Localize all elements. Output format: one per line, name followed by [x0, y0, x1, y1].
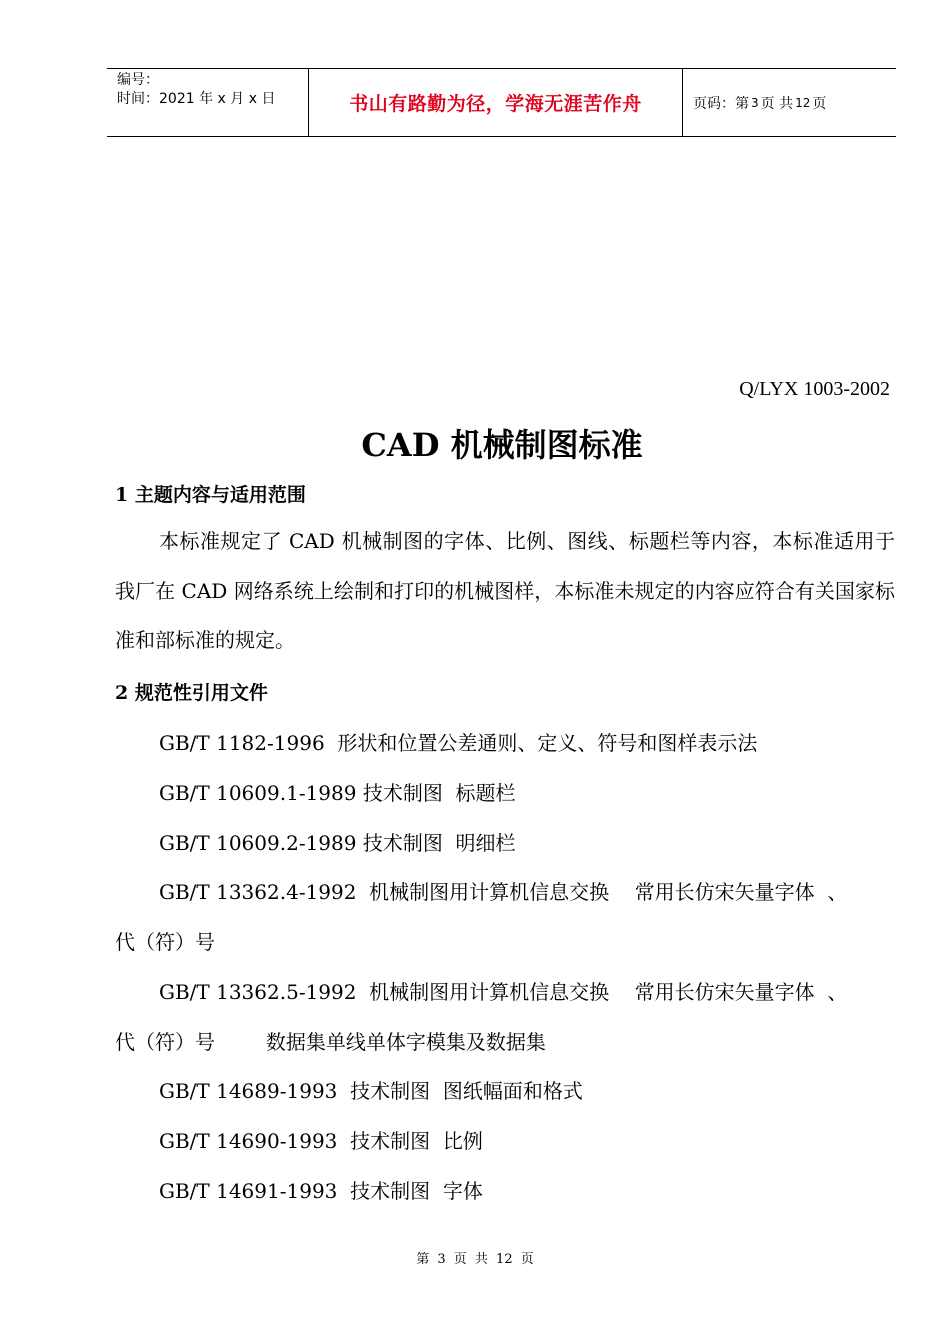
serial-label: 编号：	[117, 72, 159, 88]
page-label-prefix: 页码：第	[693, 95, 749, 112]
reference-item: GB/T 13362.4-1992 机械制图用计算机信息交换 常用长仿宋矢量字体 、	[159, 880, 848, 904]
header-motto-cell	[309, 69, 683, 136]
reference-item: GB/T 14689-1993 技术制图 图纸幅面和格式	[159, 1079, 583, 1103]
motto-text: 书山有路勤为径，学海无涯苦作舟	[349, 93, 642, 115]
document-title: CAD 机械制图标准	[361, 426, 643, 464]
document-header	[107, 68, 896, 137]
page-current: 3	[751, 95, 759, 110]
reference-item: GB/T 13362.5-1992 机械制图用计算机信息交换 常用长仿宋矢量字体 、	[159, 980, 848, 1004]
reference-item: GB/T 1182-1996 形状和位置公差通则、定义、符号和图样表示法	[159, 731, 758, 755]
reference-item: GB/T 10609.1-1989 技术制图 标题栏	[159, 781, 516, 805]
section-1-heading: 1 主题内容与适用范围	[115, 484, 306, 506]
reference-item: GB/T 14690-1993 技术制图 比例	[159, 1129, 483, 1153]
page-label-middle: 页 共	[760, 95, 794, 112]
reference-item: GB/T 14691-1993 技术制图 字体	[159, 1179, 483, 1203]
section-2-heading: 2 规范性引用文件	[115, 682, 268, 704]
header-meta-cell	[107, 69, 309, 136]
reference-item-continuation: 代（符）号	[115, 930, 215, 954]
page-label-suffix: 页	[812, 95, 827, 112]
section-1-body: 本标准规定了 CAD 机械制图的字体、比例、图线、标题栏等内容，本标准适用于我厂在 CAD 网络系统上绘制和打印的机械图样，本标准未规定的内容应符合有关国家标准和部标准的规定。	[115, 529, 895, 653]
header-page-cell	[683, 69, 896, 136]
page-footer: 第 3 页 共 12 页	[416, 1252, 534, 1267]
reference-item: GB/T 10609.2-1989 技术制图 明细栏	[159, 831, 516, 855]
page-total: 12	[795, 95, 811, 110]
time-label: 时间：2021 年 x 月 x 日	[117, 91, 276, 107]
reference-item-continuation: 代（符）号 数据集单线单体字模集及数据集	[115, 1030, 546, 1054]
document-code: Q/LYX 1003-2002	[739, 378, 890, 400]
